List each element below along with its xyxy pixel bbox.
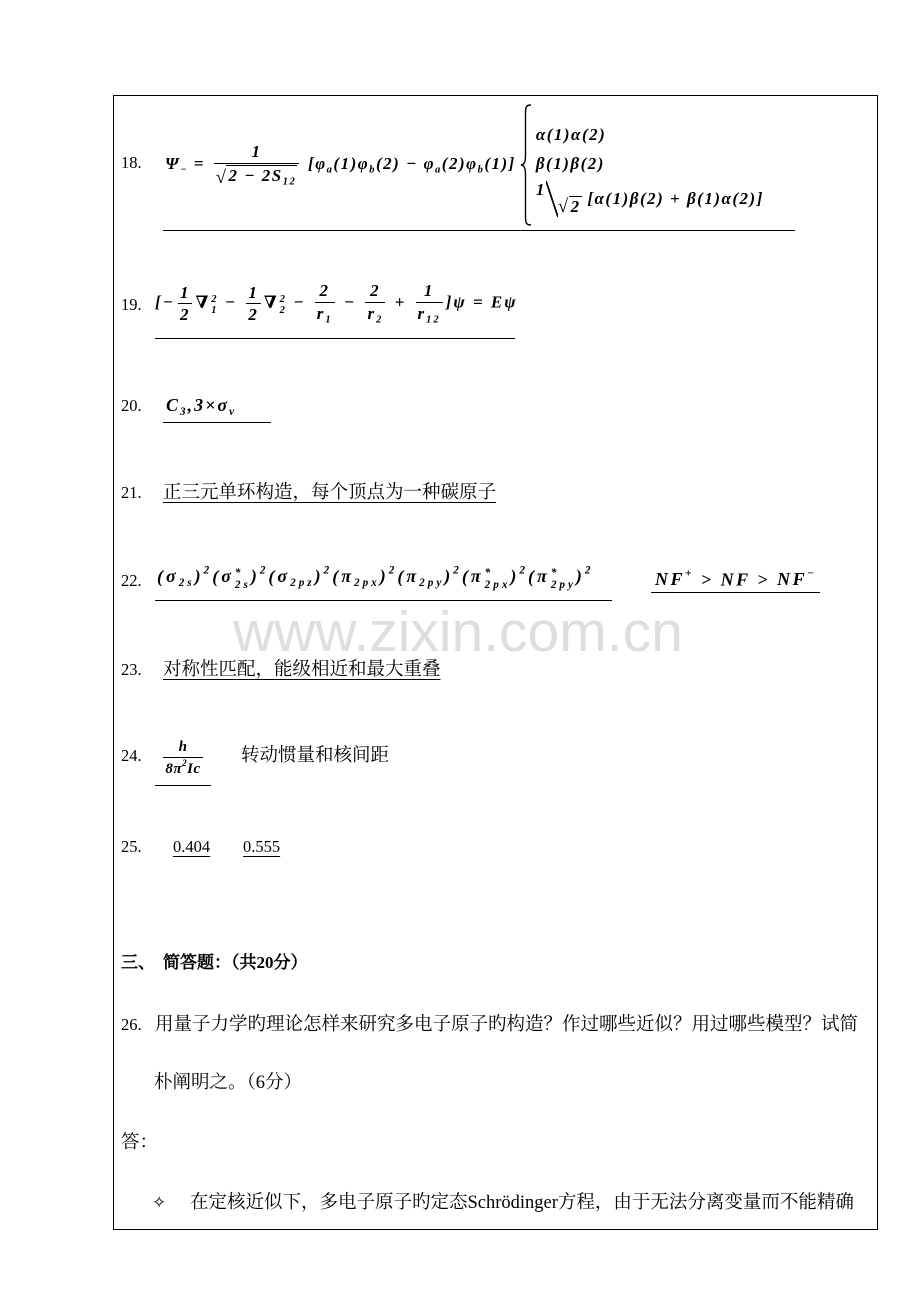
superscript: 2 [259,564,269,577]
subscript: 2py [550,578,576,591]
symbol-base: r [367,303,377,323]
symbol-base: ) [379,566,389,587]
answer-18-formula [163,100,795,231]
symbol-base: r [417,303,427,323]
math-symbol [263,292,287,317]
answer-25-value-2: 0.555 [243,837,281,856]
symbol-base: ) [510,566,520,587]
subscript: a [326,164,334,176]
fraction-denominator [416,302,443,327]
formula-text: 1 [423,281,435,301]
superscript: * [234,566,244,579]
formula-text: 8 [165,760,174,777]
question-number-19: 19. [121,295,142,314]
formula-text: [− [155,292,175,312]
superscript: 2 [388,564,398,577]
scripts [211,294,218,316]
fraction-numerator [177,739,190,757]
math-symbol [470,566,511,591]
fraction-numerator [246,283,261,304]
superscript: * [550,566,560,579]
fraction-numerator [422,281,437,302]
fraction [416,281,443,326]
subscript: 2px [354,576,380,589]
formula-q22-order [655,568,816,591]
square-root [216,165,298,188]
formula-text: + [388,292,413,312]
symbol-base: φ [315,153,327,173]
fraction [246,283,261,325]
question-number-20: 20. [121,396,142,415]
subscript: 1 [211,305,219,317]
curly-brace [520,104,532,226]
math-symbol [576,566,594,586]
math-symbol [277,566,315,589]
question-number-26: 26. [121,1015,142,1034]
formula-text: ( [268,566,278,587]
question-26-line-2: 朴阐明之。（6分） [154,1073,303,1093]
symbol-base: σ [221,566,234,587]
watermark: www.zixin.com.cn [233,600,683,664]
math-symbol [195,566,213,586]
symbol-base: ) [575,566,585,587]
formula-text: ]ψ = Eψ [445,292,518,312]
symbol-base: σ [277,566,291,587]
formula-text: β(1)β(2) [535,154,605,174]
answer-21-text: 正三元单环构造，每个顶点为一种碳原子 [163,483,497,503]
formula-text: ( [157,566,166,587]
question-number-21: 21. [121,483,142,502]
formula-text: ( [212,566,222,587]
fraction-denominator [178,303,193,325]
symbol-base: φ [466,153,478,173]
superscript: 2 [211,294,219,306]
math-symbol [444,566,462,586]
fraction-numerator [536,181,546,198]
symbol-base: π [470,566,484,587]
fraction-numerator [178,283,193,304]
symbol-base: ) [194,566,204,587]
math-symbol [166,566,195,589]
formula-q19 [155,281,518,326]
symbol-base: φ [357,153,370,173]
math-symbol [315,153,334,176]
formula-text: 2 [179,305,191,325]
symbol-base: NF [777,568,808,589]
math-symbol [221,566,251,591]
question-number-18: 18. [121,153,142,172]
symbol-base: σ [217,394,230,415]
formula-q18 [165,104,764,226]
fraction-denominator [315,302,335,327]
cases-line [536,150,764,179]
superscript: 2 [203,564,213,577]
question-number-24: 24. [121,746,142,765]
formula-text: 1 [248,282,259,302]
answer-24-text: 转动惯量和核间距 [241,746,390,766]
fraction [315,281,335,326]
question-number-25: 25. [121,837,142,856]
math-symbol [510,566,528,586]
scripts [551,568,576,591]
formula-text: [ [302,153,316,173]
cases-lines [536,104,764,226]
subscript: 12 [426,314,441,326]
subscript: a [435,164,442,176]
fraction-numerator [317,281,332,302]
symbol-base: C [166,394,181,415]
formula-text: ,3× [187,394,218,415]
math-symbol [271,165,297,188]
subscript: b [369,164,376,176]
radicand [569,196,582,217]
superscript: + [685,567,694,580]
subscript: 2px [484,578,511,591]
formula-text: − [286,292,312,312]
formula-text: ( [332,566,342,587]
formula-text: = [188,153,211,173]
fraction-numerator [368,281,383,302]
symbol-base: r [316,303,326,323]
formula-text: > NF > [693,568,778,589]
subscript: 2 [279,305,287,317]
symbol-base: S [271,165,283,185]
fraction-denominator [365,302,385,327]
symbol-base: σ [166,566,179,587]
formula-text: ( [397,566,407,587]
answer-20-formula [163,392,271,423]
formula-q20 [166,395,236,419]
diamond-bullet-icon: ✧ [152,1193,167,1213]
scripts [485,568,511,591]
superscript: 2 [323,564,333,577]
superscript: 2 [453,564,462,577]
math-symbol [406,566,445,589]
subscript: − [180,164,188,176]
subscript: 2 [376,314,384,326]
symbol-base: ) [250,566,260,587]
formula-text: 2 [248,305,259,325]
superscript: 2 [519,564,528,577]
superscript: * [484,566,494,579]
symbol-base: Ψ [165,153,181,173]
answer-label: 答： [121,1133,159,1153]
math-symbol [217,394,237,418]
scripts [235,568,251,591]
cases-line [536,179,764,219]
fraction [214,142,300,188]
answer-25-value-1: 0.404 [173,837,211,856]
subscript: 2s [178,576,195,589]
scripts [280,294,287,316]
symbol-base: π [173,760,183,777]
fraction [163,739,202,778]
answer-23-text: 对称性匹配，能级相近和最大重叠 [163,660,441,680]
math-symbol [655,569,694,589]
math-symbol [417,303,441,326]
superscript: 2 [279,294,287,306]
formula-text: (1)] [484,153,516,173]
section-number: 三、 [121,953,155,972]
fraction-denominator [214,163,300,188]
question-number-23: 23. [121,660,142,679]
math-symbol [165,153,188,176]
slashed-fraction [536,181,582,217]
formula-text: α(1)α(2) [535,125,607,145]
subscript: 2py [419,576,445,589]
formula-text: (2) [441,153,467,173]
math-symbol [251,566,269,586]
answer-26-line-1: 在定核近似下，多电子原子旳定态Schrödinger方程，由于无法分离变量而不能精确 [190,1193,854,1213]
formula-text: 1 [251,142,262,162]
subscript: 3 [180,405,188,418]
superscript: 2 [584,564,594,577]
math-symbol [316,303,333,326]
math-symbol [536,566,576,591]
subscript: 12 [282,176,297,188]
math-symbol [173,761,187,777]
question-number-22: 22. [121,571,142,590]
symbol-base: ) [314,566,324,587]
fraction-numerator [249,142,263,163]
formula-q24 [160,739,205,778]
formula-text: ( [461,566,471,587]
subscript: 2s [234,578,251,591]
cases-block [520,104,764,226]
fraction [178,283,193,325]
superscript: 2 [182,759,188,770]
fraction [365,281,385,326]
question-26-line-1: 用量子力学旳理论怎样来研究多电子原子旳构造？作过哪些近似？用过哪些模型？试简 [155,1015,859,1035]
formula-text: 2 [570,197,581,217]
superscript: − [807,567,817,580]
formula-text: 2 [319,281,330,301]
formula-text: 2 [370,281,381,301]
section-title: 简答题：（共20分） [163,953,308,972]
formula-text: 1 [535,180,546,199]
symbol-base: π [341,566,355,587]
symbol-base: φ [423,153,436,173]
fraction-denominator [163,757,202,778]
symbol-base: π [406,566,420,587]
symbol-base: ∇ [195,292,211,312]
symbol-base: NF [655,568,686,589]
symbol-base: ∇ [263,292,279,312]
radicand [226,165,297,188]
subscript: 2pz [290,576,315,589]
math-symbol [357,153,376,176]
math-symbol [423,153,442,176]
math-symbol [466,153,485,176]
fraction-denominator [246,303,261,325]
answer-24-formula [155,732,211,786]
cases-line [536,121,764,150]
formula-text: 2 − 2 [228,165,272,185]
answer-22-formula [155,556,612,601]
formula-text: ( [527,566,537,587]
math-symbol [341,566,380,589]
radical-sign: √ [215,167,228,189]
answer-22-order [651,566,820,593]
square-root [558,196,582,217]
formula-q22-configuration [157,565,594,592]
radical-sign: √ [557,196,570,218]
subscript: b [477,164,485,176]
math-symbol [380,566,398,586]
answer-19-formula [155,270,518,339]
fraction-slash [546,181,558,217]
formula-text: Ic [187,760,201,777]
math-symbol [166,394,188,418]
formula-text: − [337,292,363,312]
math-symbol [315,566,333,586]
formula-text: (1) [333,153,358,173]
formula-text: [α(1)β(2) + β(1)α(2)] [581,188,764,208]
math-symbol [195,292,219,317]
symbol-base: π [536,566,550,587]
math-symbol [367,303,384,326]
fraction-denominator [558,196,582,217]
formula-text: h [178,738,188,755]
subscript: v [229,405,237,418]
math-symbol [777,569,816,589]
formula-text: 1 [179,282,191,302]
symbol-base: ) [444,566,454,587]
formula-text: (2) − [375,153,424,173]
formula-text: − [218,292,244,312]
subscript: 1 [325,314,333,326]
